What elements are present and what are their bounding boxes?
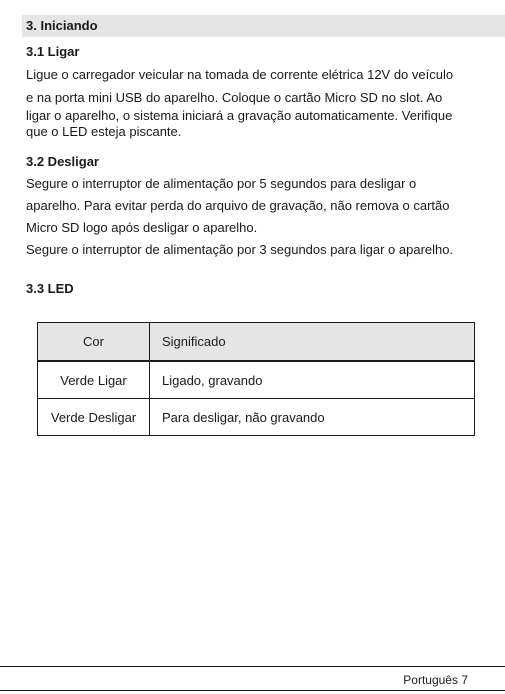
ligar-line-4: que o LED esteja piscante. xyxy=(26,124,182,139)
header-significado: Significado xyxy=(150,323,475,362)
ligar-line-3: ligar o aparelho, o sistema iniciará a gravação automaticamente. Verifique xyxy=(26,108,453,123)
cell-cor: Verde Desligar xyxy=(38,399,150,436)
ligar-line-1: Ligue o carregador veicular na tomada de corrente elétrica 12V do veículo xyxy=(26,67,454,82)
cell-significado: Ligado, gravando xyxy=(150,361,475,399)
table-header-row xyxy=(38,323,475,362)
page-number: Português 7 xyxy=(403,673,468,687)
led-table xyxy=(37,322,475,436)
header-cor: Cor xyxy=(38,323,150,362)
section-title: 3. Iniciando xyxy=(22,15,505,37)
footer-divider xyxy=(0,666,505,667)
paragraph-ligar xyxy=(26,64,486,140)
heading-ligar: 3.1 Ligar xyxy=(26,44,80,59)
desligar-line-2: aparelho. Para evitar perda do arquivo de gravação, não remova o cartão xyxy=(26,198,450,213)
desligar-line-3: Micro SD logo após desligar o aparelho. xyxy=(26,220,258,235)
table-row xyxy=(38,361,475,399)
ligar-line-2: e na porta mini USB do aparelho. Coloque o cartão Micro SD no slot. Ao xyxy=(26,90,443,105)
heading-led: 3.3 LED xyxy=(26,281,74,296)
desligar-line-1: Segure o interruptor de alimentação por 5 segundos para desligar o xyxy=(26,176,417,191)
footer-bottom-divider xyxy=(0,690,505,691)
table-row xyxy=(38,399,475,436)
cell-cor: Verde Ligar xyxy=(38,361,150,399)
paragraph-desligar xyxy=(26,173,486,261)
cell-significado: Para desligar, não gravando xyxy=(150,399,475,436)
heading-desligar: 3.2 Desligar xyxy=(26,154,99,169)
desligar-line-4: Segure o interruptor de alimentação por 3 segundos para ligar o aparelho. xyxy=(26,242,454,257)
